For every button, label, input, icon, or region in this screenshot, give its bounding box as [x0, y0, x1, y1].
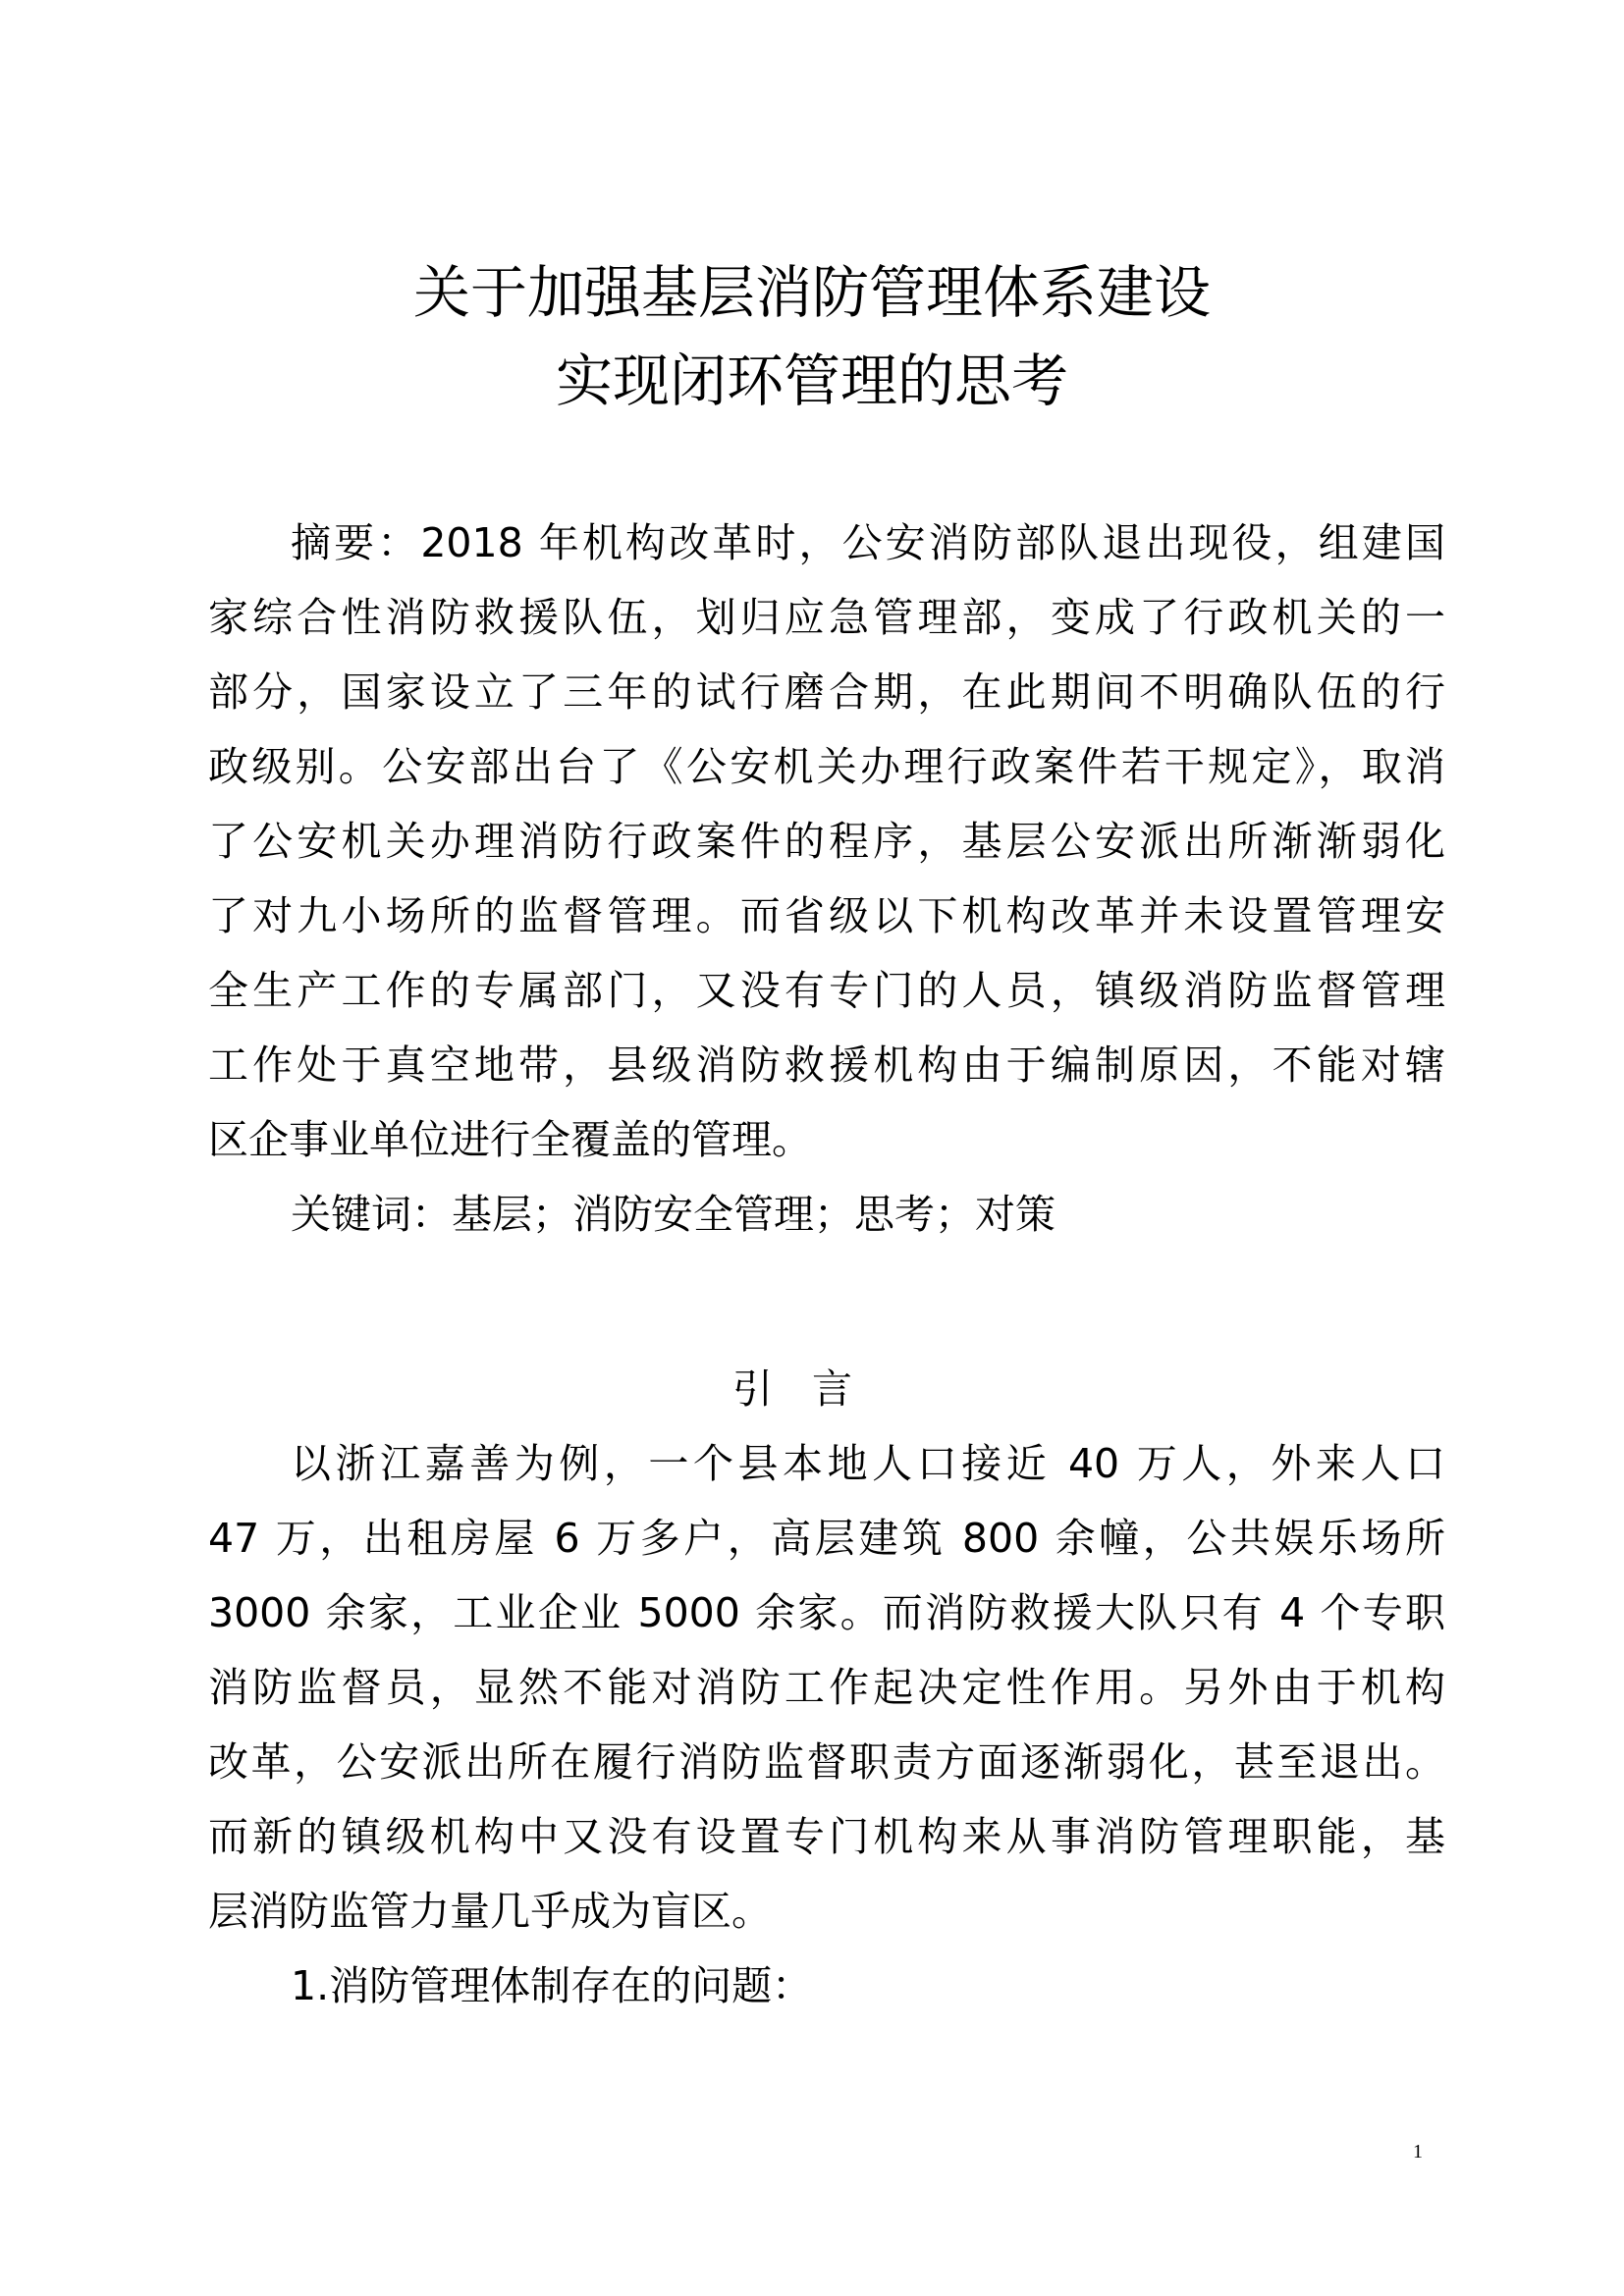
introduction-line: 消防监督员，显然不能对消防工作起决定性作用。另外由于机构 — [208, 1664, 1445, 1711]
abstract-line: 了对九小场所的监督管理。而省级以下机构改革并未设置管理安 — [208, 892, 1445, 939]
introduction-line: 3000 余家，工业企业 5000 余家。而消防救援大队只有 4 个专职 — [208, 1589, 1445, 1636]
introduction-line: 以浙江嘉善为例，一个县本地人口接近 40 万人，外来人口 — [291, 1440, 1445, 1487]
abstract-line: 了公安机关办理消防行政案件的程序，基层公安派出所渐渐弱化 — [208, 818, 1445, 865]
introduction-line: 改革，公安派出所在履行消防监督职责方面逐渐弱化，甚至退出。 — [208, 1738, 1445, 1786]
abstract-line: 区企事业单位进行全覆盖的管理。 — [208, 1116, 812, 1163]
abstract-line: 政级别。公安部出台了《公安机关办理行政案件若干规定》，取消 — [208, 743, 1445, 790]
abstract-line: 家综合性消防救援队伍，划归应急管理部，变成了行政机关的一 — [208, 594, 1445, 641]
document-title-line-2: 实现闭环管理的思考 — [555, 347, 1068, 414]
section-heading-1: 1.消防管理体制存在的问题： — [291, 1962, 813, 2009]
keywords: 关键词：基层；消防安全管理；思考；对策 — [291, 1191, 1056, 1238]
abstract-line: 部分，国家设立了三年的试行磨合期，在此期间不明确队伍的行 — [208, 668, 1445, 716]
abstract-line: 摘要：2018 年机构改革时，公安消防部队退出现役，组建国 — [291, 519, 1445, 566]
document-title-line-1: 关于加强基层消防管理体系建设 — [412, 259, 1211, 326]
introduction-line: 层消防监管力量几乎成为盲区。 — [208, 1888, 772, 1935]
abstract-line: 全生产工作的专属部门，又没有专门的人员，镇级消防监督管理 — [208, 967, 1445, 1014]
introduction-line: 而新的镇级机构中又没有设置专门机构来从事消防管理职能，基 — [208, 1813, 1445, 1860]
introduction-line: 47 万，出租房屋 6 万多户，高层建筑 800 余幢，公共娱乐场所 — [208, 1515, 1445, 1562]
section-heading-introduction: 引言 — [732, 1365, 892, 1413]
page-number: 1 — [1413, 2141, 1423, 2163]
abstract-line: 工作处于真空地带，县级消防救援机构由于编制原因，不能对辖 — [208, 1041, 1445, 1089]
